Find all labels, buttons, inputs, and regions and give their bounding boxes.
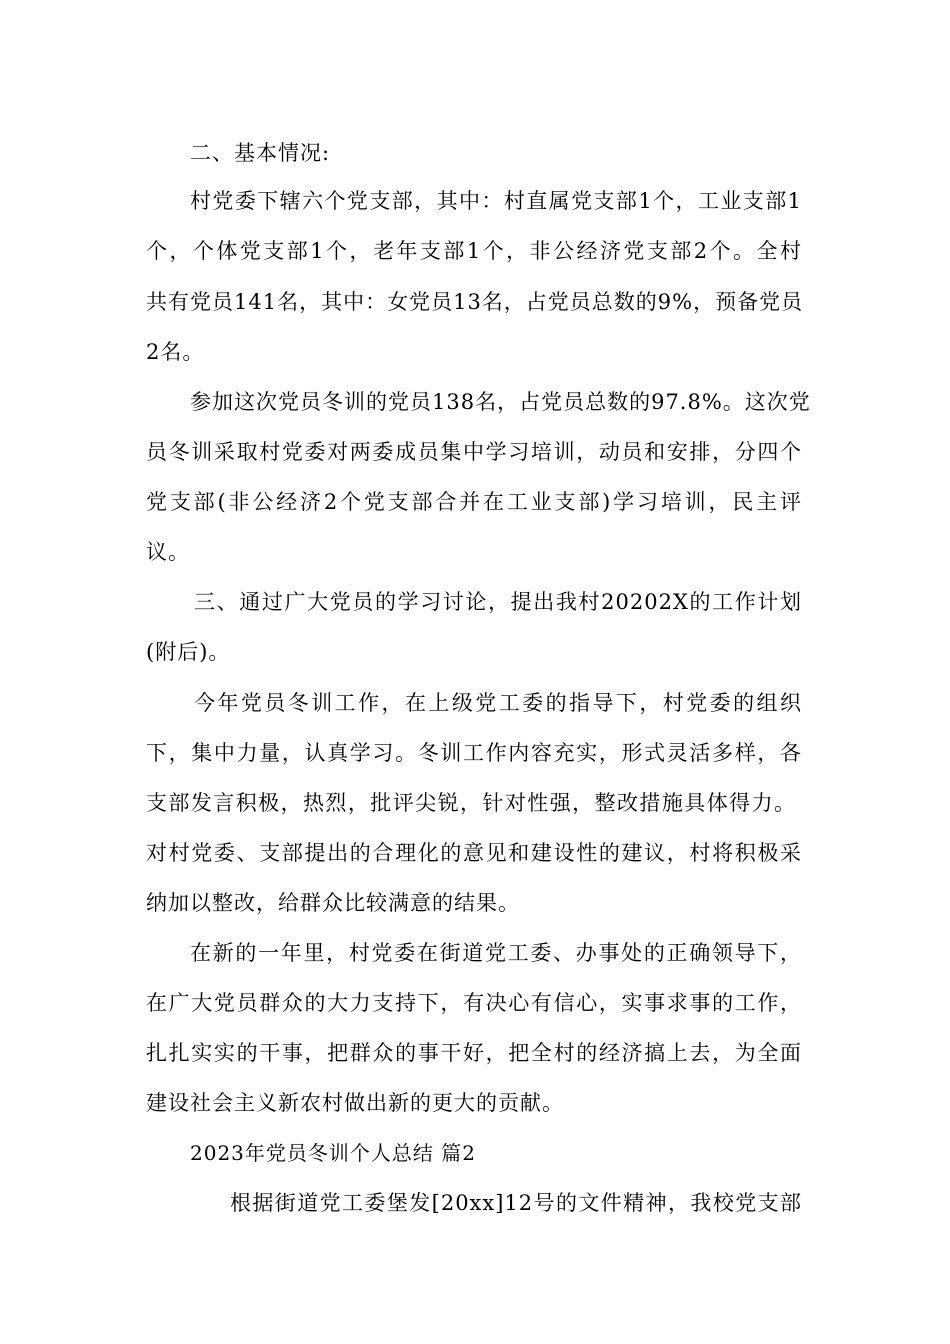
paragraph-line: 今年党员冬训工作，在上级党工委的指导下，村党委的组织 (194, 691, 802, 715)
paragraph-line: 扎扎实实的干事，把群众的事干好，把全村的经济搞上去，为全面 (146, 1041, 802, 1065)
paragraph-line: 在广大党员群众的大力支持下，有决心有信心，实事求事的工作， (146, 991, 802, 1015)
paragraph-line: 个，个体党支部1个，老年支部1个，非公经济党支部2个。全村 (146, 239, 802, 263)
paragraph-line: 参加这次党员冬训的党员138名，占党员总数的97.8%。这次党 (190, 390, 811, 414)
paragraph-line: 共有党员141名，其中：女党员13名，占党员总数的9%，预备党员 (146, 290, 804, 314)
section-title-part2: 2023年党员冬训个人总结 篇2 (190, 1141, 476, 1165)
section-heading-basic-situation: 二、基本情况: (190, 141, 331, 165)
paragraph-line: 村党委下辖六个党支部，其中：村直属党支部1个，工业支部1 (190, 189, 802, 213)
paragraph-line: 党支部(非公经济2个党支部合并在工业支部)学习培训，民主评 (146, 490, 802, 514)
section-heading-plan: 三、通过广大党员的学习讨论，提出我村20202X的工作计划 (194, 590, 802, 614)
paragraph-line: 纳加以整改，给群众比较满意的结果。 (146, 891, 520, 915)
paragraph-line: 议。 (146, 540, 190, 564)
paragraph-line: 员冬训采取村党委对两委成员集中学习培训，动员和安排，分四个 (146, 440, 802, 464)
paragraph-line: 在新的一年里，村党委在街道党工委、办事处的正确领导下， (190, 941, 802, 965)
paragraph-line: 2名。 (146, 340, 205, 364)
paragraph-line: 对村党委、支部提出的合理化的意见和建设性的建议，村将积极采 (146, 841, 802, 865)
paragraph-line: 建设社会主义新农村做出新的更大的贡献。 (146, 1091, 564, 1115)
paragraph-line: 根据街道党工委堡发[20xx]12号的文件精神，我校党支部 (230, 1191, 802, 1215)
paragraph-line: 下，集中力量，认真学习。冬训工作内容充实，形式灵活多样，各 (146, 741, 802, 765)
paragraph-line: (附后)。 (146, 640, 231, 664)
paragraph-line: 支部发言积极，热烈，批评尖锐，针对性强，整改措施具体得力。 (146, 791, 796, 815)
